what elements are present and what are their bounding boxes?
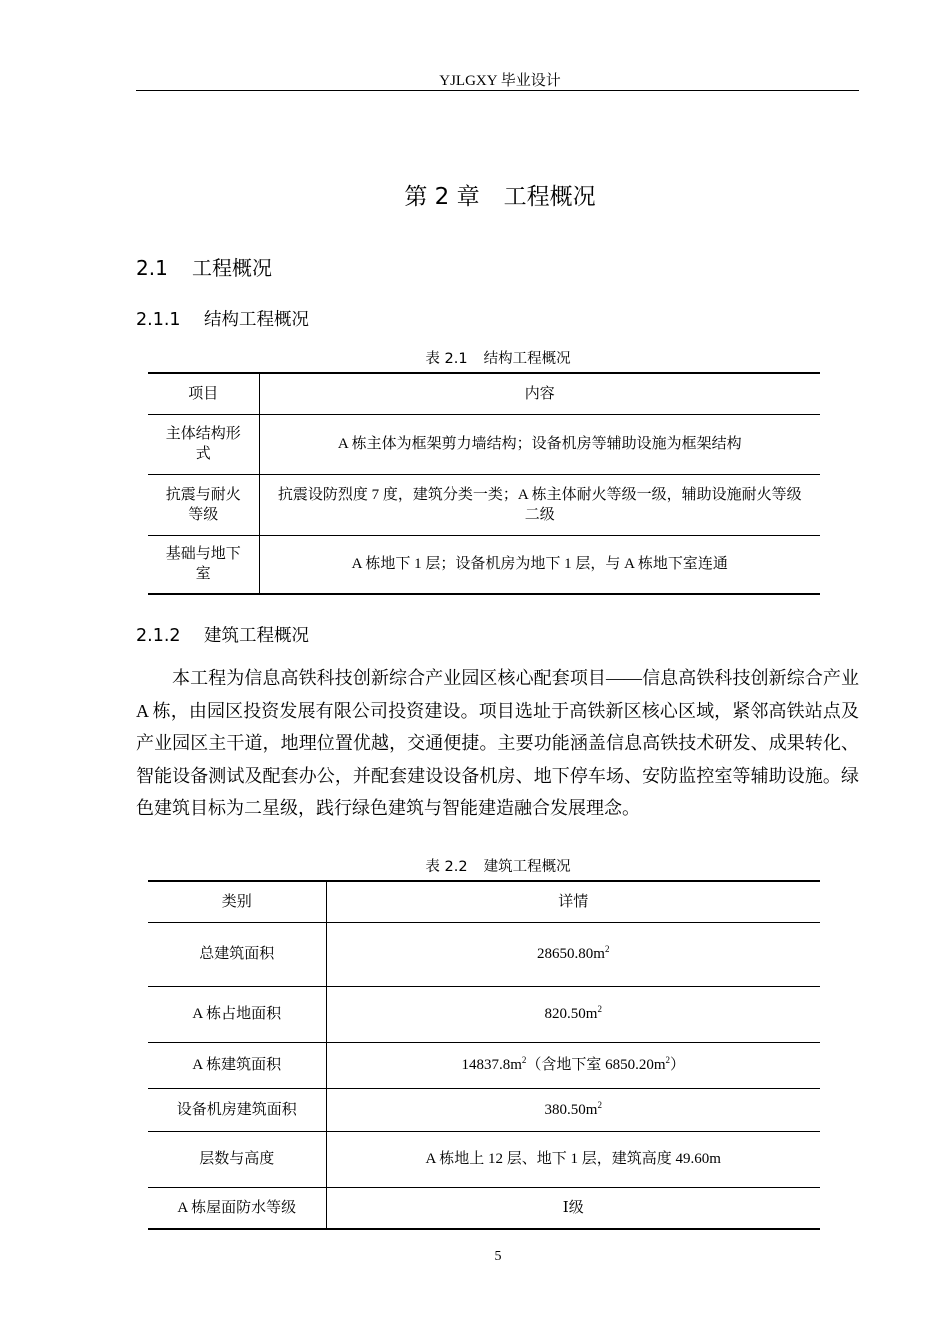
table-cell <box>326 1042 820 1088</box>
table-cell: 总建筑面积 <box>148 922 326 986</box>
table-cell: A 栋地上 12 层、地下 1 层，建筑高度 49.60m <box>326 1131 820 1187</box>
table-cell: 抗震与耐火等级 <box>148 474 259 535</box>
body-paragraph: 本工程为信息高铁科技创新综合产业园区核心配套项目——信息高铁科技创新综合产业 A 栋，由园区投资发展有限公司投资建设。项目选址于高铁新区核心区域，紧邻高铁站点及产业园区主干道，地理位置优越，交通便捷。主要功能涵盖信息高铁技术研发、成果转化、智能设备测试及配套办公，并配套建设设备机房、地下停车场、安防监控室等辅助设施。绿色建筑目标为二星级，践行绿色建筑与智能建造融合发展理念。 <box>136 668 859 818</box>
caption-title: 建筑工程概况 <box>483 859 571 875</box>
superscript: 2 <box>665 1055 671 1065</box>
table-caption-2-1 <box>148 347 848 368</box>
table-row <box>148 1042 820 1088</box>
chapter-title <box>0 178 950 211</box>
detail-text: （含地下室 6850.20m <box>526 1057 666 1073</box>
detail-text: 28650.80m <box>537 946 605 962</box>
table-cell: A 栋建筑面积 <box>148 1042 326 1088</box>
table-cell: 设备机房建筑面积 <box>148 1088 326 1131</box>
section-title: 建筑工程概况 <box>204 626 309 646</box>
superscript: 2 <box>604 944 610 954</box>
page-number: 5 <box>494 1249 502 1264</box>
table-row <box>148 1187 820 1229</box>
table-cell: A 栋地下 1 层；设备机房为地下 1 层，与 A 栋地下室连通 <box>259 535 820 594</box>
detail-text: 380.50m <box>544 1101 598 1118</box>
table-cell <box>326 986 820 1042</box>
table-row <box>148 1131 820 1187</box>
detail-text: ） <box>670 1057 686 1073</box>
chapter-title-text: 工程概况 <box>503 184 596 210</box>
table-cell <box>326 922 820 986</box>
detail-text: 14837.8m <box>461 1057 522 1073</box>
table-cell: 主体结构形式 <box>148 414 259 474</box>
table-row <box>148 535 820 594</box>
chapter-number: 第 2 章 <box>404 184 480 210</box>
architecture-overview-table <box>148 880 820 1230</box>
section-number: 2.1.1 <box>136 310 181 330</box>
table-header-row <box>148 881 820 922</box>
table-row <box>148 474 820 535</box>
section-title: 工程概况 <box>192 256 272 280</box>
section-number: 2.1 <box>136 256 168 280</box>
superscript: 2 <box>521 1055 527 1065</box>
caption-title: 结构工程概况 <box>483 351 571 367</box>
caption-number: 表 2.2 <box>425 859 468 875</box>
header-cell: 详情 <box>326 881 820 922</box>
section-title: 结构工程概况 <box>204 310 309 330</box>
header-cell: 项目 <box>148 373 259 414</box>
header-rule <box>136 90 859 91</box>
table-cell: A 栋占地面积 <box>148 986 326 1042</box>
section-heading-2-1-1 <box>136 306 309 331</box>
section-heading-2-1-2 <box>136 622 309 647</box>
section-number: 2.1.2 <box>136 626 181 646</box>
section-heading-2-1 <box>136 252 272 281</box>
table-cell <box>326 1088 820 1131</box>
table-header-row <box>148 373 820 414</box>
table-cell: A 栋屋面防水等级 <box>148 1187 326 1229</box>
table-cell: Ⅰ级 <box>326 1187 820 1229</box>
caption-number: 表 2.1 <box>425 351 468 367</box>
detail-text: 820.50m <box>544 1006 598 1022</box>
table-row <box>148 986 820 1042</box>
table-row <box>148 1088 820 1131</box>
table-cell: 基础与地下室 <box>148 535 259 594</box>
table-cell: A 栋主体为框架剪力墙结构；设备机房等辅助设施为框架结构 <box>259 414 820 474</box>
structure-overview-table <box>148 372 820 595</box>
table-cell: 抗震设防烈度 7 度，建筑分类一类；A 栋主体耐火等级一级，辅助设施耐火等级二级 <box>259 474 820 535</box>
page-header: YJLGXY 毕业设计 <box>439 73 561 89</box>
header-cell: 内容 <box>259 373 820 414</box>
table-cell: 层数与高度 <box>148 1131 326 1187</box>
table-caption-2-2 <box>148 855 848 876</box>
superscript: 2 <box>597 1099 602 1110</box>
table-row <box>148 414 820 474</box>
header-cell: 类别 <box>148 881 326 922</box>
superscript: 2 <box>597 1004 602 1014</box>
table-row <box>148 922 820 986</box>
